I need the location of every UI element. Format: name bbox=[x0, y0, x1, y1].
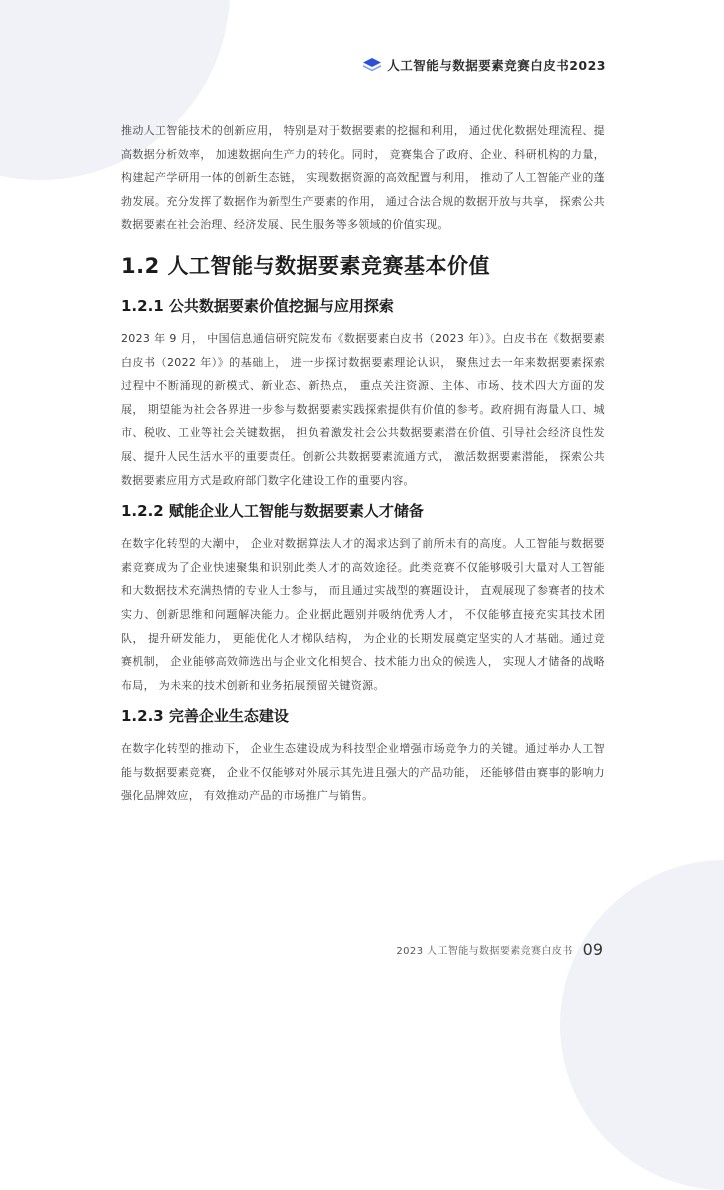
layers-logo-icon bbox=[363, 58, 381, 72]
page-header bbox=[363, 56, 606, 74]
section-heading: 1.2 人工智能与数据要素竞赛基本价值 bbox=[121, 253, 491, 278]
subsection-paragraph-1-2-1: 2023 年 9 月， 中国信息通信研究院发布《数据要素白皮书（2023 年）》。白皮书在《数据要素白皮书（2022 年）》的基础上， 进一步探讨数据要素理论认识， 聚焦过去一年来数据要素探索过程中不断涌现的新模式、新业态、新热点， 重点关注资源、主体、市场、技术四大方面的发展， 期望能为社会各界进一步参与数据要素实践探索提供有价值的参考。政府拥有海量人口、城市、税收、工业等社会关键数据， 担负着激发社会公共数据要素潜在价值、引导社会经济良性发展、提升人民生活水平的重要责任。创新公共数据要素流通方式， 激活数据要素潜能， 探索公共数据要素应用方式是政府部门数字化建设工作的重要内容。 bbox=[121, 331, 605, 487]
page-footer bbox=[396, 940, 603, 959]
header-title: 人工智能与数据要素竞赛白皮书2023 bbox=[387, 58, 606, 73]
subsection-paragraph-1-2-2: 在数字化转型的大潮中， 企业对数据算法人才的渴求达到了前所未有的高度。人工智能与数据要素竞赛成为了企业快速聚集和识别此类人才的高效途径。此类竞赛不仅能够吸引大量对人工智能和大数据技术充满热情的专业人士参与， 而且通过实战型的赛题设计， 直观展现了参赛者的技术实力、创新思维和问题解决能力。企业据此题别并吸纳优秀人才， 不仅能够直接充实其技术团队， 提升研发能力， 更能优化人才梯队结构， 为企业的长期发展奠定坚实的人才基础。通过竞赛机制， 企业能够高效筛选出与企业文化相契合、技术能力出众的候选人， 实现人才储备的战略布局， 为未来的技术创新和业务拓展预留关键资源。 bbox=[121, 537, 605, 692]
intro-paragraph: 推动人工智能技术的创新应用， 特别是对于数据要素的挖掘和利用， 通过优化数据处理流程、提高数据分析效率， 加速数据向生产力的转化。同时， 竞赛集合了政府、企业、科研机构的力量， 构建起产学研用一体的创新生态链， 实现数据资源的高效配置与利用， 推动了人工智能产业的蓬勃发展。充分发挥了数据作为新型生产要素的作用， 通过合法合规的数据开放与共享， 探索公共数据要素在社会治理、经济发展、民生服务等多领域的价值实现。 bbox=[121, 124, 605, 232]
page-number: 09 bbox=[582, 940, 603, 959]
subsection-paragraph-1-2-3: 在数字化转型的推动下， 企业生态建设成为科技型企业增强市场竞争力的关键。通过举办人工智能与数据要素竞赛， 企业不仅能够对外展示其先进且强大的产品功能， 还能够借由赛事的影响力强化品牌效应， 有效推动产品的市场推广与销售。 bbox=[121, 742, 605, 803]
footer-title: 2023 人工智能与数据要素竞赛白皮书 bbox=[396, 946, 573, 957]
subsection-heading-1-2-3: 1.2.3 完善企业生态建设 bbox=[121, 707, 289, 726]
subsection-heading-1-2-1: 1.2.1 公共数据要素价值挖掘与应用探索 bbox=[121, 296, 394, 315]
subsection-heading-1-2-2: 1.2.2 赋能企业人工智能与数据要素人才储备 bbox=[121, 502, 424, 521]
decorative-circle-bottom bbox=[560, 860, 724, 1190]
page-content bbox=[121, 119, 605, 808]
